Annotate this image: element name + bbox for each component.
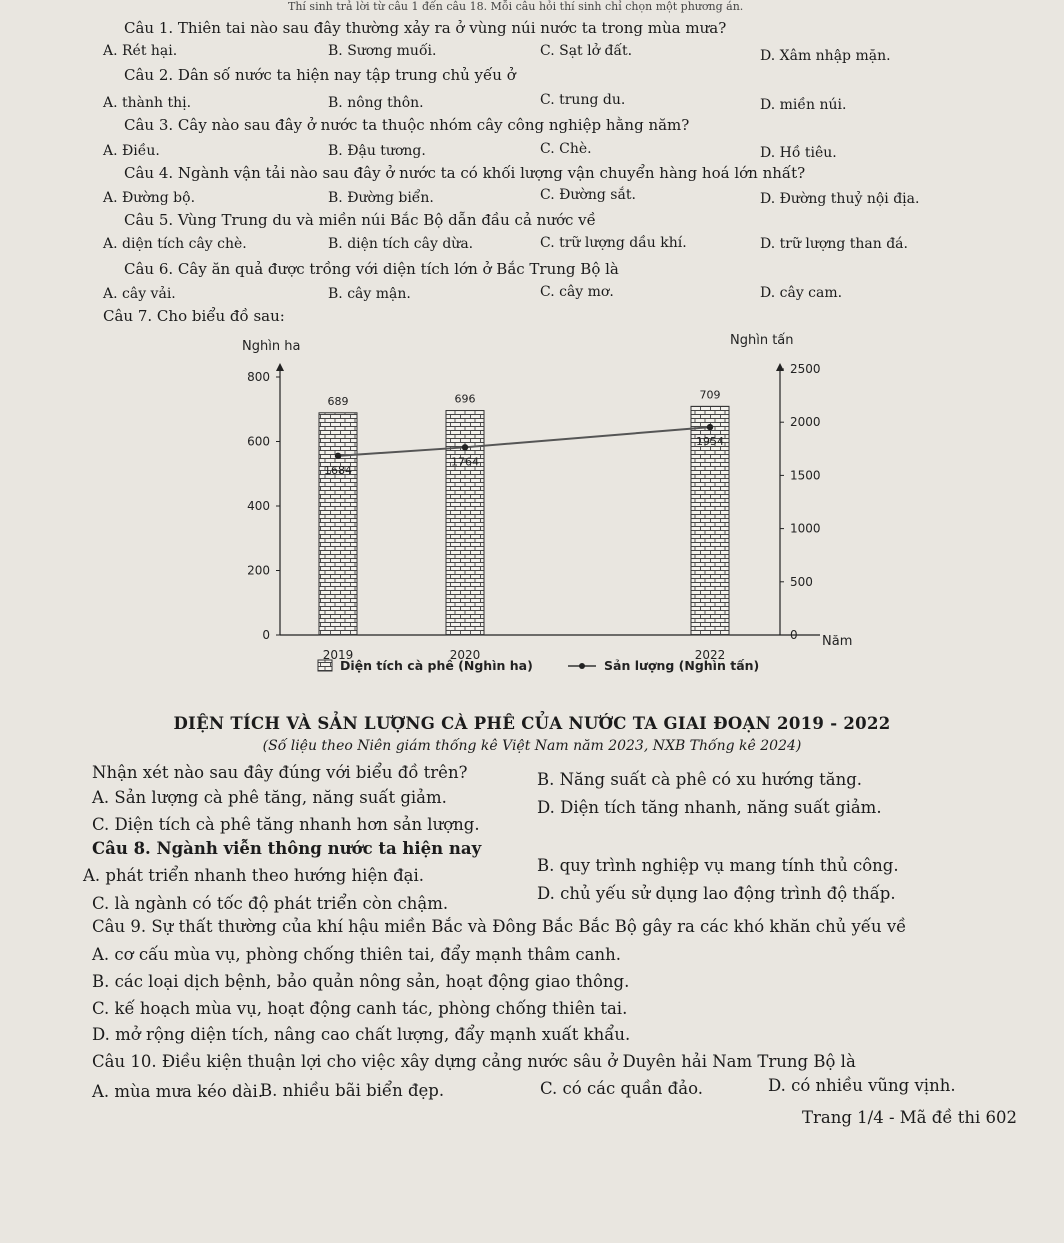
right-tick-label: 500 bbox=[790, 574, 813, 589]
q2-option-c[interactable]: C. trung du. bbox=[540, 92, 626, 108]
production-line bbox=[338, 427, 710, 456]
right-tick-label: 0 bbox=[790, 628, 798, 642]
q10-option-d[interactable]: D. có nhiều vũng vịnh. bbox=[768, 1076, 956, 1095]
q4-option-c[interactable]: C. Đường sắt. bbox=[540, 187, 636, 203]
q3-option-a[interactable]: A. Điều. bbox=[103, 143, 160, 159]
q8-option-d[interactable]: D. chủ yếu sử dụng lao động trình độ thấp. bbox=[537, 884, 896, 903]
q10-option-b[interactable]: B. nhiều bãi biển đẹp. bbox=[260, 1081, 445, 1100]
left-tick-label: 200 bbox=[247, 563, 270, 578]
q7-option-a[interactable]: A. Sản lượng cà phê tăng, năng suất giảm. bbox=[92, 788, 447, 807]
production-label: 1684 bbox=[324, 463, 352, 477]
q5-option-b[interactable]: B. diện tích cây dừa. bbox=[328, 236, 474, 252]
left-axis-label: Nghìn ha bbox=[242, 339, 301, 354]
q10-option-a[interactable]: A. mùa mưa kéo dài. bbox=[92, 1082, 263, 1101]
q1-option-d[interactable]: D. Xâm nhập mặn. bbox=[760, 48, 891, 64]
q3-option-c[interactable]: C. Chè. bbox=[540, 141, 592, 157]
question-5-stem: Câu 5. Vùng Trung du và miền núi Bắc Bộ dẫn đầu cả nước về bbox=[124, 211, 596, 229]
legend-line-marker bbox=[579, 663, 585, 669]
question-2-stem: Câu 2. Dân số nước ta hiện nay tập trung chủ yếu ở bbox=[124, 66, 516, 84]
q2-option-a[interactable]: A. thành thị. bbox=[103, 95, 192, 111]
category-label: 2020 bbox=[449, 648, 481, 662]
area-bar bbox=[319, 413, 357, 635]
q5-option-d[interactable]: D. trữ lượng than đá. bbox=[760, 236, 908, 252]
legend-bar-label: Diện tích cà phê (Nghìn ha) bbox=[340, 658, 533, 673]
question-4-stem: Câu 4. Ngành vận tải nào sau đây ở nước ta có khối lượng vận chuyển hàng hoá lớn nhất? bbox=[124, 164, 806, 182]
q8-option-a[interactable]: A. phát triển nhanh theo hướng hiện đại. bbox=[83, 866, 424, 885]
area-bar-label: 709 bbox=[699, 388, 721, 402]
q9-option-d[interactable]: D. mở rộng diện tích, nâng cao chất lượng, đẩy mạnh xuất khẩu. bbox=[92, 1025, 631, 1044]
production-label: 1954 bbox=[696, 435, 724, 449]
left-tick-label: 600 bbox=[247, 434, 270, 449]
right-tick-label: 1500 bbox=[790, 468, 821, 483]
question-6-stem: Câu 6. Cây ăn quả được trồng với diện tích lớn ở Bắc Trung Bộ là bbox=[124, 260, 619, 278]
q4-option-b[interactable]: B. Đường biển. bbox=[328, 190, 434, 206]
q8-option-c[interactable]: C. là ngành có tốc độ phát triển còn chậm. bbox=[92, 894, 449, 913]
coffee-chart bbox=[220, 330, 870, 690]
legend-line-label: Sản lượng (Nghìn tấn) bbox=[604, 658, 760, 673]
right-tick-label: 1000 bbox=[790, 521, 821, 536]
q7-option-d[interactable]: D. Diện tích tăng nhanh, năng suất giảm. bbox=[537, 798, 882, 817]
q6-option-c[interactable]: C. cây mơ. bbox=[540, 284, 614, 300]
q3-option-d[interactable]: D. Hồ tiêu. bbox=[760, 145, 837, 161]
q7-option-b[interactable]: B. Năng suất cà phê có xu hướng tăng. bbox=[537, 770, 863, 789]
q4-option-d[interactable]: D. Đường thuỷ nội địa. bbox=[760, 191, 920, 207]
q9-option-a[interactable]: A. cơ cấu mùa vụ, phòng chống thiên tai, đẩy mạnh thâm canh. bbox=[92, 945, 621, 964]
q4-option-a[interactable]: A. Đường bộ. bbox=[103, 190, 196, 206]
chart-title: DIỆN TÍCH VÀ SẢN LƯỢNG CÀ PHÊ CỦA NƯỚC TA GIAI ĐOẠN 2019 - 2022 bbox=[173, 714, 891, 733]
q9-option-b[interactable]: B. các loại dịch bệnh, bảo quản nông sản, hoạt động giao thông. bbox=[92, 972, 630, 991]
production-label: 1764 bbox=[451, 455, 479, 469]
q1-option-a[interactable]: A. Rét hại. bbox=[103, 43, 178, 59]
left-tick-label: 0 bbox=[262, 628, 270, 642]
page-footer: Trang 1/4 - Mã đề thi 602 bbox=[802, 1108, 1017, 1127]
question-1-stem: Câu 1. Thiên tai nào sau đây thường xảy ra ở vùng núi nước ta trong mùa mưa? bbox=[124, 19, 727, 37]
chart-source: (Số liệu theo Niên giám thống kê Việt Nam năm 2023, NXB Thống kê 2024) bbox=[262, 738, 802, 754]
q2-option-b[interactable]: B. nông thôn. bbox=[328, 95, 424, 111]
q7-option-c[interactable]: C. Diện tích cà phê tăng nhanh hơn sản lượng. bbox=[92, 815, 480, 834]
left-axis-arrow bbox=[276, 363, 284, 371]
right-tick-label: 2000 bbox=[790, 415, 821, 430]
q1-option-b[interactable]: B. Sương muối. bbox=[328, 43, 437, 59]
q3-option-b[interactable]: B. Đậu tương. bbox=[328, 143, 426, 159]
left-tick-label: 400 bbox=[247, 499, 270, 513]
production-point bbox=[335, 453, 341, 459]
question-3-stem: Câu 3. Cây nào sau đây ở nước ta thuộc nhóm cây công nghiệp hằng năm? bbox=[124, 116, 690, 134]
q1-option-c[interactable]: C. Sạt lở đất. bbox=[540, 43, 633, 59]
q5-option-a[interactable]: A. diện tích cây chè. bbox=[103, 236, 247, 252]
category-label: 2019 bbox=[322, 648, 354, 662]
q8-option-b[interactable]: B. quy trình nghiệp vụ mang tính thủ công. bbox=[537, 856, 899, 875]
q9-option-c[interactable]: C. kế hoạch mùa vụ, hoạt động canh tác, phòng chống thiên tai. bbox=[92, 999, 628, 1018]
header-instruction: Thí sinh trả lời từ câu 1 đến câu 18. Mỗi câu hỏi thí sinh chỉ chọn một phương án. bbox=[288, 0, 744, 13]
q7-prompt: Nhận xét nào sau đây đúng với biểu đồ trên? bbox=[92, 763, 468, 782]
production-point bbox=[462, 444, 468, 450]
production-point bbox=[707, 424, 713, 430]
right-axis-label: Nghìn tấn bbox=[730, 333, 794, 348]
question-8-stem: Câu 8. Ngành viễn thông nước ta hiện nay bbox=[92, 839, 482, 858]
q2-option-d[interactable]: D. miền núi. bbox=[760, 97, 847, 113]
x-axis-label: Năm bbox=[822, 634, 853, 649]
q5-option-c[interactable]: C. trữ lượng dầu khí. bbox=[540, 235, 687, 251]
q10-option-c[interactable]: C. có các quần đảo. bbox=[540, 1079, 703, 1098]
category-label: 2022 bbox=[694, 648, 726, 662]
question-7-stem: Câu 7. Cho biểu đồ sau: bbox=[103, 307, 285, 325]
q6-option-b[interactable]: B. cây mận. bbox=[328, 286, 411, 302]
left-tick-label: 800 bbox=[247, 370, 270, 384]
q6-option-d[interactable]: D. cây cam. bbox=[760, 285, 843, 301]
q6-option-a[interactable]: A. cây vải. bbox=[103, 286, 176, 302]
area-bar-label: 696 bbox=[454, 392, 476, 406]
question-10-stem: Câu 10. Điều kiện thuận lợi cho việc xây dựng cảng nước sâu ở Duyên hải Nam Trung Bộ là bbox=[92, 1052, 856, 1071]
right-tick-label: 2500 bbox=[790, 362, 821, 376]
question-9-stem: Câu 9. Sự thất thường của khí hậu miền Bắc và Đông Bắc Bắc Bộ gây ra các khó khăn chủ yếu về bbox=[92, 917, 907, 936]
area-bar-label: 689 bbox=[327, 394, 349, 408]
right-axis-arrow bbox=[776, 363, 784, 371]
